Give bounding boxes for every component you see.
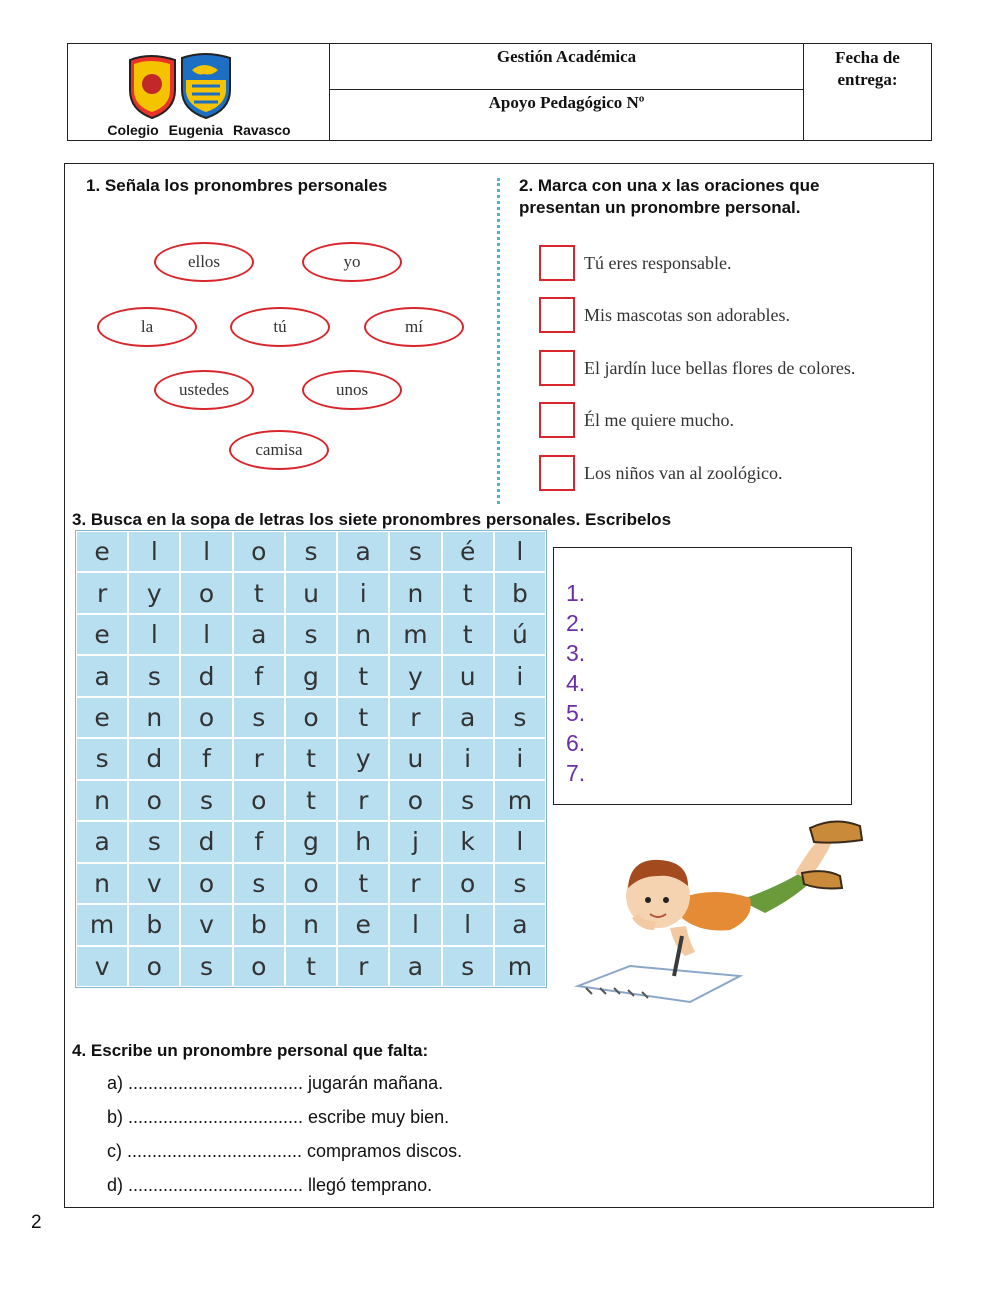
grid-cell[interactable]: l — [495, 822, 545, 861]
grid-cell[interactable]: s — [286, 615, 336, 654]
grid-cell[interactable]: a — [495, 905, 545, 944]
sentence-checkbox[interactable] — [539, 297, 575, 333]
word-oval[interactable]: camisa — [229, 430, 329, 470]
grid-cell[interactable]: y — [338, 739, 388, 778]
grid-cell[interactable]: n — [338, 615, 388, 654]
grid-cell[interactable]: m — [77, 905, 127, 944]
fill-blank-item[interactable]: d) ................................... llegó temprano. — [107, 1175, 433, 1195]
grid-cell[interactable]: s — [129, 822, 179, 861]
grid-cell[interactable]: o — [129, 781, 179, 820]
grid-cell[interactable]: v — [77, 947, 127, 986]
school-crest-icon — [120, 50, 244, 120]
grid-cell[interactable]: l — [181, 532, 231, 571]
sentence-row — [539, 455, 782, 491]
sentence-checkbox[interactable] — [539, 402, 575, 438]
grid-cell[interactable]: r — [338, 781, 388, 820]
word-oval[interactable]: unos — [302, 370, 402, 410]
grid-cell[interactable]: o — [286, 698, 336, 737]
grid-cell[interactable]: s — [443, 781, 493, 820]
grid-cell[interactable]: a — [390, 947, 440, 986]
grid-cell[interactable]: s — [181, 947, 231, 986]
word-oval[interactable]: ustedes — [154, 370, 254, 410]
grid-cell[interactable]: u — [390, 739, 440, 778]
fecha-label — [804, 44, 931, 140]
word-oval[interactable]: ellos — [154, 242, 254, 282]
answers-box — [553, 547, 852, 805]
grid-cell[interactable]: t — [286, 947, 336, 986]
grid-cell[interactable]: d — [181, 822, 231, 861]
logo-cell — [68, 44, 330, 140]
grid-cell[interactable]: k — [443, 822, 493, 861]
grid-cell[interactable]: u — [443, 656, 493, 695]
grid-cell[interactable]: i — [495, 656, 545, 695]
grid-cell[interactable]: l — [129, 532, 179, 571]
grid-cell[interactable]: i — [495, 739, 545, 778]
sentence-text: Él me quiere mucho. — [584, 409, 734, 430]
grid-cell[interactable]: s — [181, 781, 231, 820]
grid-cell[interactable]: l — [390, 905, 440, 944]
school-name: Colegio Eugenia Ravasco — [107, 122, 291, 138]
grid-cell[interactable]: v — [129, 864, 179, 903]
grid-cell[interactable]: a — [338, 532, 388, 571]
ex2-title — [519, 175, 819, 219]
grid-cell[interactable]: a — [443, 698, 493, 737]
grid-cell[interactable]: i — [443, 739, 493, 778]
grid-cell[interactable]: s — [495, 864, 545, 903]
sentence-row — [539, 350, 855, 386]
grid-cell[interactable]: ú — [495, 615, 545, 654]
grid-cell[interactable]: m — [390, 615, 440, 654]
grid-cell[interactable]: b — [495, 573, 545, 612]
grid-cell[interactable]: n — [129, 698, 179, 737]
grid-cell[interactable]: s — [234, 864, 284, 903]
answer-line[interactable]: 7. — [566, 760, 586, 786]
grid-cell[interactable]: s — [390, 532, 440, 571]
grid-cell[interactable]: b — [129, 905, 179, 944]
sentence-row — [539, 402, 734, 438]
grid-cell[interactable]: o — [390, 781, 440, 820]
grid-cell[interactable]: e — [77, 698, 127, 737]
grid-cell[interactable]: i — [338, 573, 388, 612]
fecha-line-1: Fecha de — [835, 48, 900, 67]
word-search-grid — [75, 530, 547, 988]
answer-line[interactable]: 5. — [566, 700, 586, 726]
fill-blank-item[interactable]: b) ................................... escribe muy bien. — [107, 1107, 450, 1127]
grid-cell[interactable]: s — [443, 947, 493, 986]
sentence-checkbox[interactable] — [539, 245, 575, 281]
grid-cell[interactable]: t — [286, 781, 336, 820]
grid-cell[interactable]: o — [234, 781, 284, 820]
grid-cell[interactable]: v — [181, 905, 231, 944]
grid-cell[interactable]: m — [495, 781, 545, 820]
grid-cell[interactable]: o — [234, 947, 284, 986]
grid-cell[interactable]: r — [338, 947, 388, 986]
grid-cell[interactable]: l — [129, 615, 179, 654]
grid-cell[interactable]: s — [286, 532, 336, 571]
grid-cell[interactable]: m — [495, 947, 545, 986]
grid-cell[interactable]: h — [338, 822, 388, 861]
grid-cell[interactable]: t — [338, 656, 388, 695]
boy-writing-illustration — [570, 818, 890, 1008]
grid-cell[interactable]: n — [390, 573, 440, 612]
sentence-row — [539, 245, 731, 281]
answer-line[interactable]: 1. — [566, 580, 586, 606]
ex1-title: 1. Señala los pronombres personales — [86, 176, 388, 195]
grid-cell[interactable]: a — [77, 656, 127, 695]
fecha-line-2: entrega: — [837, 70, 898, 89]
grid-cell[interactable]: y — [390, 656, 440, 695]
gestion-title: Gestión Académica — [330, 44, 804, 90]
grid-cell[interactable]: t — [286, 739, 336, 778]
grid-cell[interactable]: e — [77, 532, 127, 571]
grid-cell[interactable]: a — [234, 615, 284, 654]
page-number: 2 — [31, 1212, 42, 1233]
grid-cell[interactable]: n — [77, 864, 127, 903]
grid-cell[interactable]: l — [495, 532, 545, 571]
grid-cell[interactable]: o — [181, 698, 231, 737]
answer-line[interactable]: 4. — [566, 670, 586, 696]
word-oval[interactable]: tú — [230, 307, 330, 347]
grid-cell[interactable]: s — [129, 656, 179, 695]
grid-cell[interactable]: t — [234, 573, 284, 612]
grid-cell[interactable]: g — [286, 822, 336, 861]
grid-cell[interactable]: l — [443, 905, 493, 944]
grid-cell[interactable]: n — [286, 905, 336, 944]
grid-cell[interactable]: j — [390, 822, 440, 861]
grid-cell[interactable]: r — [390, 698, 440, 737]
sentence-text: Mis mascotas son adorables. — [584, 304, 790, 325]
grid-cell[interactable]: s — [77, 739, 127, 778]
word-oval[interactable]: yo — [302, 242, 402, 282]
ex4-title: 4. Escribe un pronombre personal que falta: — [72, 1041, 429, 1060]
sentence-text: Los niños van al zoológico. — [584, 462, 783, 483]
grid-cell[interactable]: f — [234, 822, 284, 861]
sentence-checkbox[interactable] — [539, 455, 575, 491]
dotted-divider — [497, 178, 500, 504]
grid-cell[interactable]: t — [338, 864, 388, 903]
grid-cell[interactable]: o — [443, 864, 493, 903]
grid-cell[interactable]: o — [129, 947, 179, 986]
grid-cell[interactable]: f — [181, 739, 231, 778]
grid-cell[interactable]: t — [443, 615, 493, 654]
apoyo-title: Apoyo Pedagógico Nº — [330, 90, 804, 140]
grid-cell[interactable]: u — [286, 573, 336, 612]
sentence-text: Tú eres responsable. — [584, 252, 732, 273]
grid-cell[interactable]: b — [234, 905, 284, 944]
grid-cell[interactable]: r — [234, 739, 284, 778]
grid-cell[interactable]: y — [129, 573, 179, 612]
grid-cell[interactable]: l — [181, 615, 231, 654]
grid-cell[interactable]: s — [495, 698, 545, 737]
ex2-title-line-1: 2. Marca con una x las oraciones que — [519, 176, 820, 195]
grid-cell[interactable]: g — [286, 656, 336, 695]
grid-cell[interactable]: e — [77, 615, 127, 654]
grid-cell[interactable]: o — [181, 864, 231, 903]
grid-cell[interactable]: e — [338, 905, 388, 944]
grid-cell[interactable]: r — [390, 864, 440, 903]
grid-cell[interactable]: f — [234, 656, 284, 695]
sentence-text: El jardín luce bellas flores de colores. — [584, 357, 856, 378]
fill-blank-item[interactable]: a) ................................... jugarán mañana. — [107, 1073, 444, 1093]
grid-cell[interactable]: t — [443, 573, 493, 612]
grid-cell[interactable]: r — [77, 573, 127, 612]
grid-cell[interactable]: a — [77, 822, 127, 861]
grid-cell[interactable]: d — [129, 739, 179, 778]
grid-cell[interactable]: t — [338, 698, 388, 737]
sentence-row — [539, 297, 790, 333]
grid-cell[interactable]: o — [286, 864, 336, 903]
grid-cell[interactable]: o — [234, 532, 284, 571]
fill-blank-item[interactable]: c) ................................... compramos discos. — [107, 1141, 463, 1161]
ex2-title-line-2: presentan un pronombre personal. — [519, 198, 801, 217]
ex3-title: 3. Busca en la sopa de letras los siete pronombres personales. Escribelos — [72, 510, 672, 529]
answer-line[interactable]: 2. — [566, 610, 586, 636]
sentence-checkbox[interactable] — [539, 350, 575, 386]
answer-line[interactable]: 6. — [566, 730, 586, 756]
grid-cell[interactable]: o — [181, 573, 231, 612]
grid-cell[interactable]: d — [181, 656, 231, 695]
grid-cell[interactable]: n — [77, 781, 127, 820]
grid-cell[interactable]: s — [234, 698, 284, 737]
answer-line[interactable]: 3. — [566, 640, 586, 666]
word-oval[interactable]: la — [97, 307, 197, 347]
grid-cell[interactable]: é — [443, 532, 493, 571]
word-oval[interactable]: mí — [364, 307, 464, 347]
header-table — [67, 43, 932, 141]
